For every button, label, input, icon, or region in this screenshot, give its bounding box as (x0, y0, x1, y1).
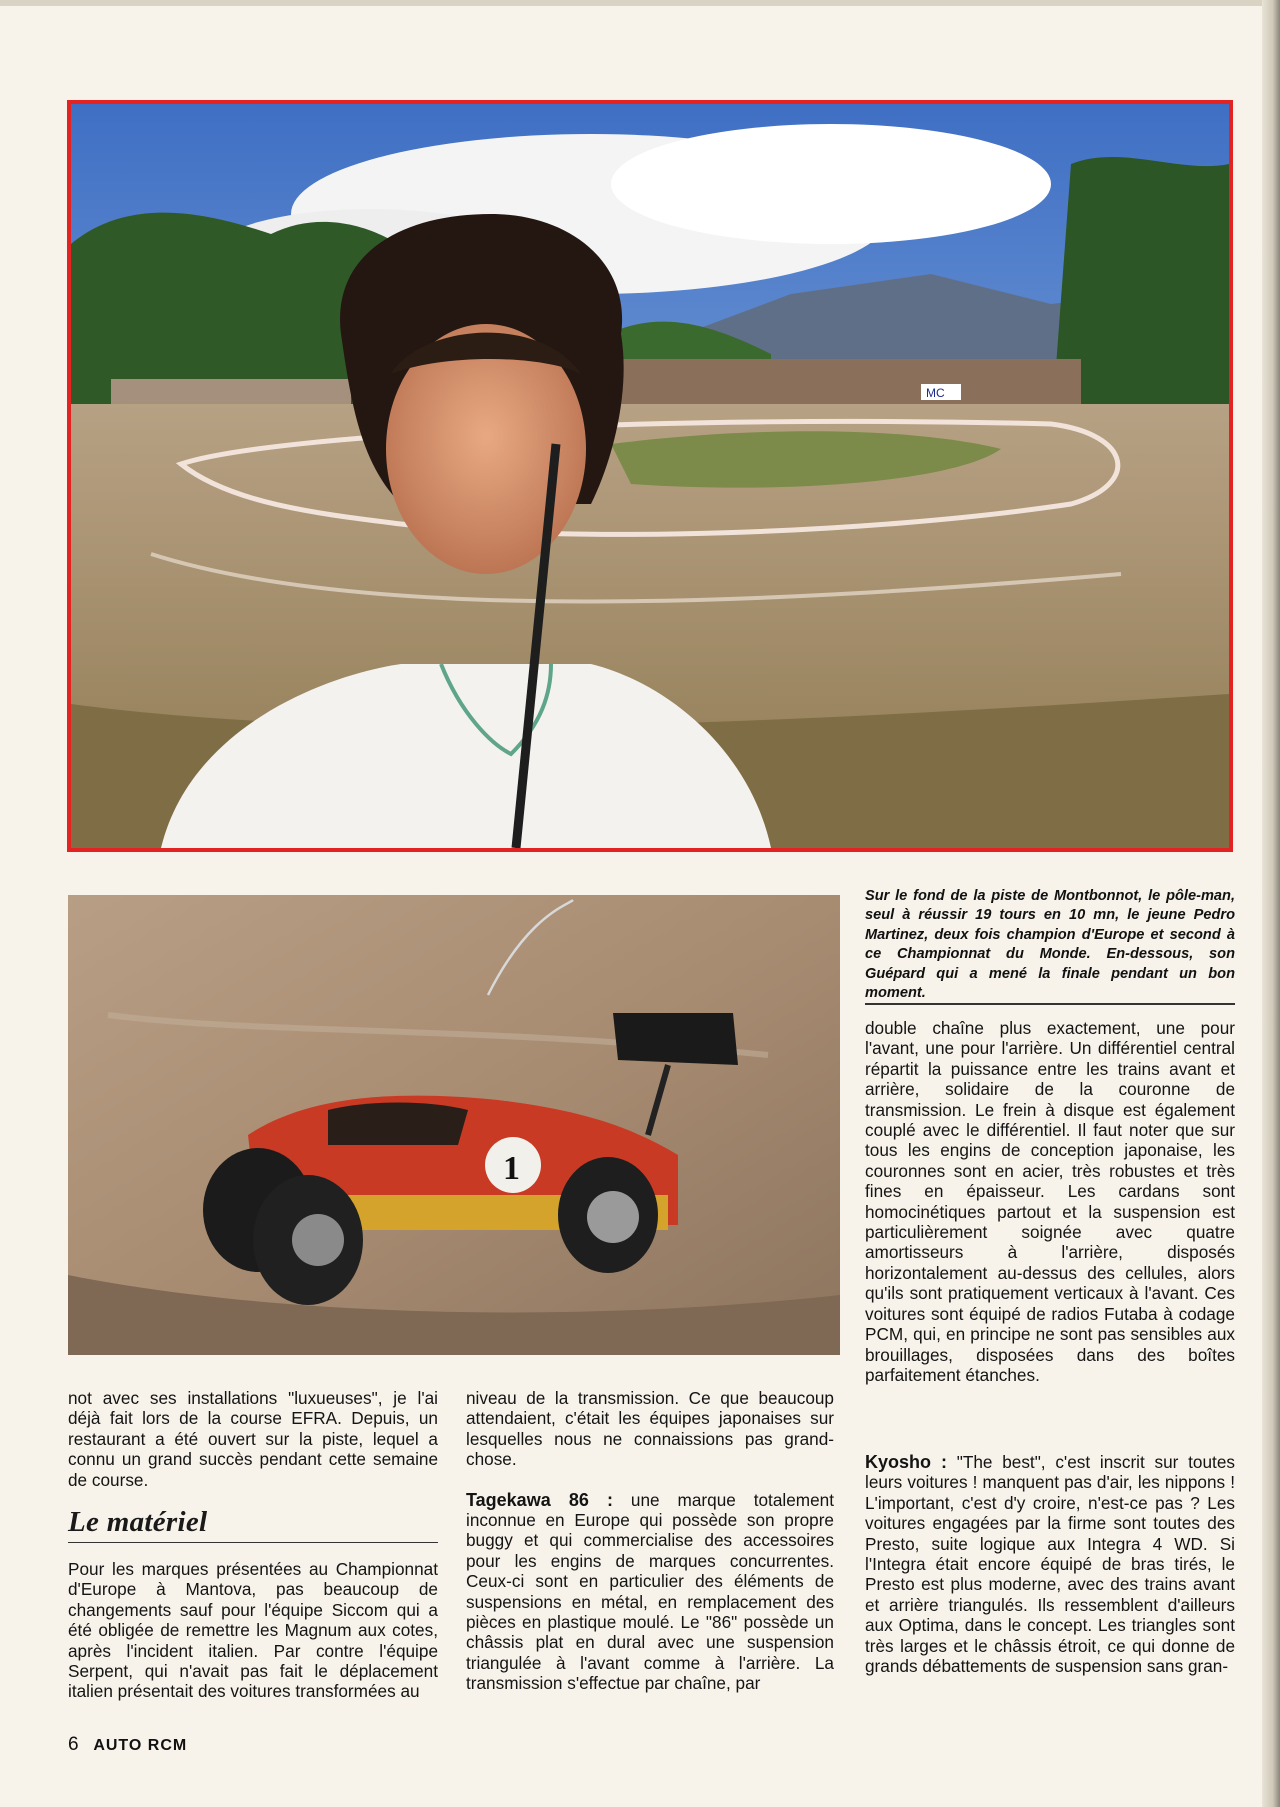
paragraph-tagekawa (466, 1490, 834, 1694)
car-illustration (68, 895, 840, 1355)
lead-kyosho: Kyosho : (865, 1452, 947, 1472)
photo-banner-text: MC (926, 386, 945, 400)
photo-caption: Sur le fond de la piste de Montbonnot, le pôle-man, seul à réussir 19 tours en 10 mn, le jeune Pedro Martinez, deux fois champion d'Europe et second à ce Championnat du Monde. En-dessous, son Guépard qui a mené la finale pendant un bon moment. (865, 888, 1235, 1002)
column-3-lower (865, 1452, 1235, 1676)
paragraph-spacer (466, 1470, 834, 1490)
section-heading (68, 1502, 438, 1543)
paragraph-kyosho-text: "The best", c'est inscrit sur toutes leurs voitures ! manquent pas d'air, les nippons ! L'important, c'est d'y croire, n'est-ce pas ? Les voitures engagées par la firme sont toutes des Presto, suite logique aux Integra 4 WD. Si l'Integra était encore équipé de bras tirés, le Presto est plus moderne, avec des trains avant et arrière triangulés. Ils ressemblent d'ailleurs aux Optima, dans le concept. Les triangles sont très larges et le châssis étroit, ce qui donne de grands débattements de suspension sans gran- (865, 1452, 1235, 1677)
column-2 (466, 1388, 834, 1694)
paragraph-marques: Pour les marques présentées au Championnat d'Europe à Mantova, pas beaucoup de changements sauf pour l'équipe Siccom qui a été obligée de remettre les Magnum aux cotes, après l'incident italien. Par contre l'équipe Serpent, qui n'avait pas fait le déplacement italien présentait des voitures transformées au (68, 1559, 438, 1702)
paragraph-japonaises: niveau de la transmission. Ce que beaucoup attendaient, c'était les équipes japonaises sur lesquelles nous ne connaissions pas grand-chose. (466, 1388, 834, 1470)
paragraph-kyosho (865, 1452, 1235, 1676)
page-number: 6 (68, 1734, 79, 1755)
photo-pedro-martinez (67, 100, 1233, 852)
paragraph-tagekawa-text: une marque totalement inconnue en Europe qui possède son propre buggy et qui commercialise des accessoires pour les engins de marques concurrentes. Ceux-ci sont en particulier des éléments de suspensions en métal, en remplacement des pièces en plastique moulé. Le "86" possède un châssis plat en dural avec une suspension triangulée à l'avant comme à l'arrière. La transmission s'effectue par chaîne, par (466, 1489, 834, 1694)
section-heading-text: Le matériel (68, 1506, 208, 1538)
photo-guepard-buggy (68, 895, 840, 1355)
photo-illustration (71, 104, 1229, 848)
column-1-lower (68, 1559, 438, 1702)
page-top-edge (0, 0, 1280, 6)
page-footer (68, 1734, 187, 1756)
magazine-name: AUTO RCM (93, 1737, 188, 1754)
car-number-text: 1 (503, 1150, 520, 1187)
paragraph-restaurant: not avec ses installations "luxueuses", je l'ai déjà fait lors de la course EFRA. Depuis, un restaurant a été ouvert sur la piste, lequel a connu un grand succès pendant cette semaine de course. (68, 1388, 438, 1490)
page-right-edge (1262, 0, 1280, 1807)
caption-divider (865, 1003, 1235, 1005)
column-3-upper (865, 1018, 1235, 1385)
lead-tagekawa: Tagekawa 86 : (466, 1489, 614, 1510)
paragraph-transmission: double chaîne plus exactement, une pour l'avant, une pour l'arrière. Un différentiel central répartit la puissance entre les trains avant et arrière, solidaire de la couronne de transmission. Le frein à disque est également couplé avec le différentiel. Il faut noter que sur tous les engins de conception japonaise, les couronnes sont en acier, très robustes et très fines en épaisseur. Les cardans sont homocinétiques partout et la suspension est particulièrement soignée avec quatre amortisseurs à l'arrière, disposés horizontalement au-dessus des cellules, alors qu'ils sont pratiquement verticaux à l'avant. Ces voitures sont équipé de radios Futaba à codage PCM, qui, en principe ne sont pas sensibles aux brouillages, disposées dans des boîtes parfaitement étanches. (865, 1018, 1235, 1385)
column-1-upper (68, 1388, 438, 1490)
